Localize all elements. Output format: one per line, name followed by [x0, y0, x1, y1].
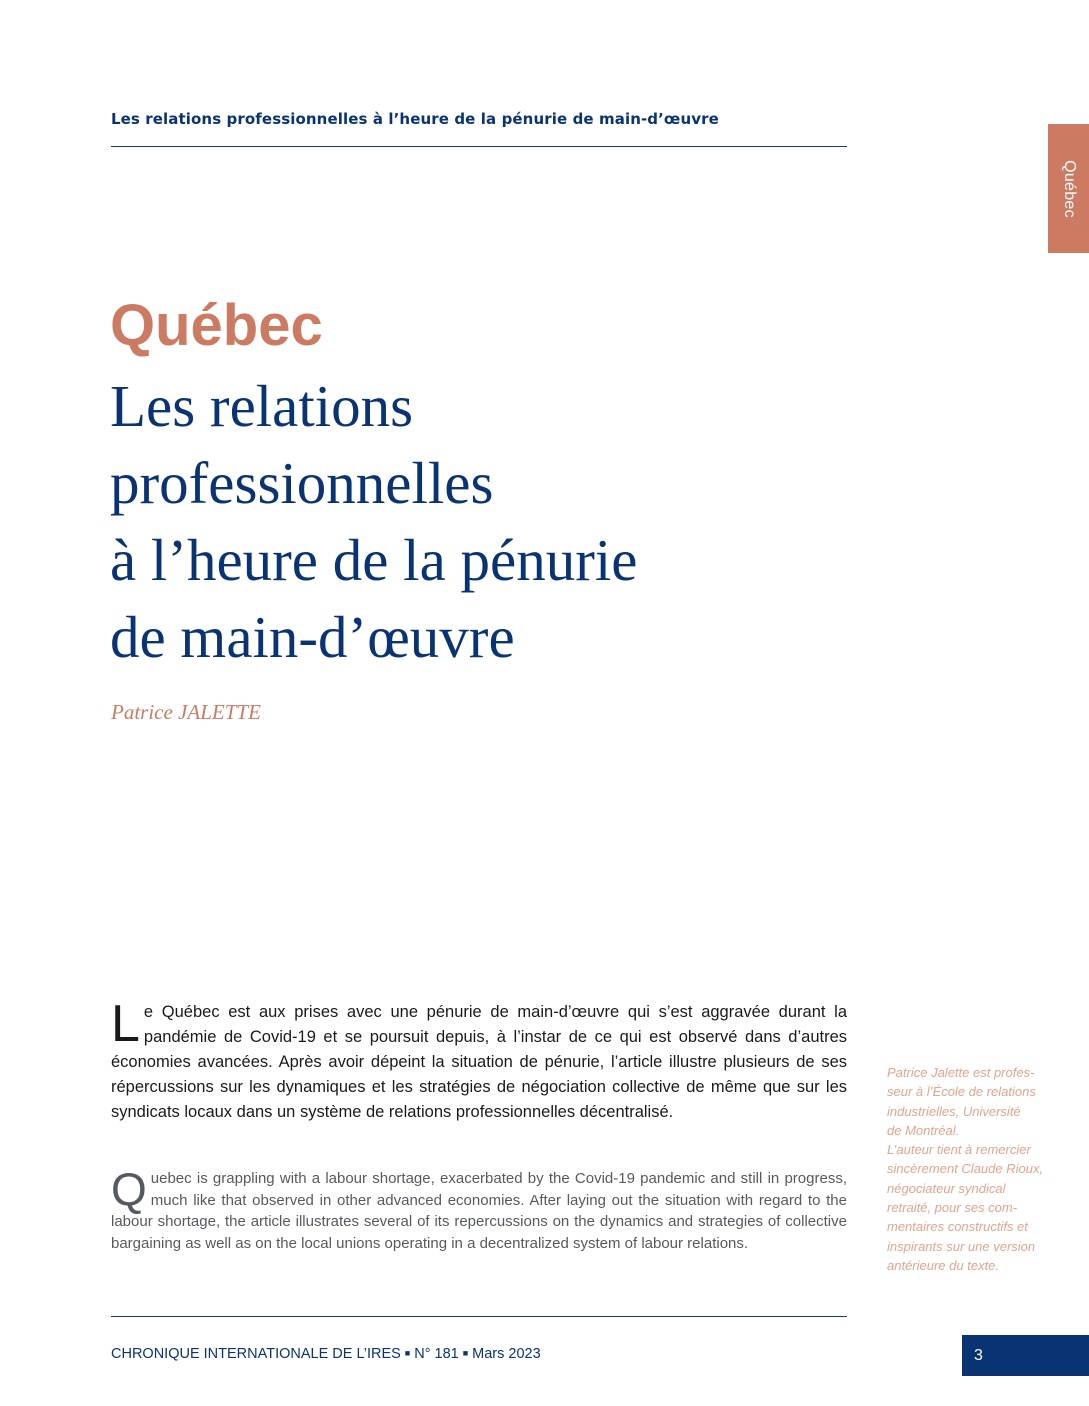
footer-date: Mars 2023	[472, 1346, 541, 1362]
footer-divider	[111, 1316, 847, 1317]
abstract-french	[111, 995, 847, 1125]
footer-publication: CHRONIQUE INTERNATIONALE DE L’IRES	[111, 1346, 401, 1362]
title-line: Les relations	[110, 373, 414, 439]
abstract-french-text: e Québec est aux prises avec une pénurie de main-d’œuvre qui s’est aggravée durant la pandémie de Covid-19 et se poursuit depuis, à l’instar de ce qui est observé dans d’autres économies avancées. Après avoir dépeint la situation de pénurie, l’article illustre plusieurs de ses répercussions sur les dynamiques et les stratégies de négociation collective de même que sur les syndicats locaux dans un système de relations professionnelles décentralisé.	[111, 1003, 847, 1121]
footer-citation	[111, 1346, 541, 1362]
running-header: Les relations professionnelles à l’heure de la pénurie de main-d’œuvre	[111, 110, 719, 128]
margin-note-line: retraité, pour ses com-	[887, 1200, 1018, 1216]
abstract-english	[111, 1163, 847, 1254]
section-side-tab	[1048, 124, 1089, 253]
author-margin-note	[887, 1063, 1052, 1275]
margin-note-line: L’auteur tient à remercier	[887, 1142, 1031, 1158]
margin-note-line: seur à l’École de relations	[887, 1084, 1036, 1100]
dropcap-french: L	[111, 995, 140, 1053]
footer-separator-icon: ■	[462, 1348, 469, 1358]
dropcap-english: Q	[111, 1163, 147, 1215]
margin-note-line: industrielles, Université	[887, 1103, 1021, 1119]
author-name: Patrice JALETTE	[111, 700, 261, 724]
margin-note-line: négociateur syndical	[887, 1180, 1006, 1196]
region-title: Québec	[110, 293, 323, 358]
title-line: professionnelles	[110, 450, 494, 516]
footer-issue: N° 181	[414, 1346, 459, 1362]
side-tab-label: Québec	[1060, 159, 1078, 218]
margin-note-line: inspirants sur une version	[887, 1238, 1036, 1254]
title-line: de main-d’œuvre	[110, 604, 515, 670]
margin-note-line: antérieure du texte.	[887, 1257, 1000, 1273]
page-number: 3	[962, 1335, 1089, 1376]
margin-note-line: mentaires constructifs et	[887, 1219, 1028, 1235]
margin-note-line: Patrice Jalette est profes-	[887, 1065, 1035, 1080]
margin-note-line: sincèrement Claude Rioux,	[887, 1161, 1044, 1177]
title-line: à l’heure de la pénurie	[110, 527, 638, 593]
margin-note-line: de Montréal.	[887, 1122, 960, 1138]
abstract-english-text: uebec is grappling with a labour shortage, exacerbated by the Covid-19 pandemic and still in progress, much like that observed in other advanced economies. After laying out the situation with regard to the labour shortage, the article illustrates several of its repercussions on the dynamics and strategies of collective bargaining as well as on the local unions operating in a decentralized system of labour relations.	[111, 1170, 847, 1252]
article-title	[110, 368, 850, 676]
header-divider	[111, 146, 847, 147]
footer-separator-icon: ■	[404, 1348, 411, 1358]
